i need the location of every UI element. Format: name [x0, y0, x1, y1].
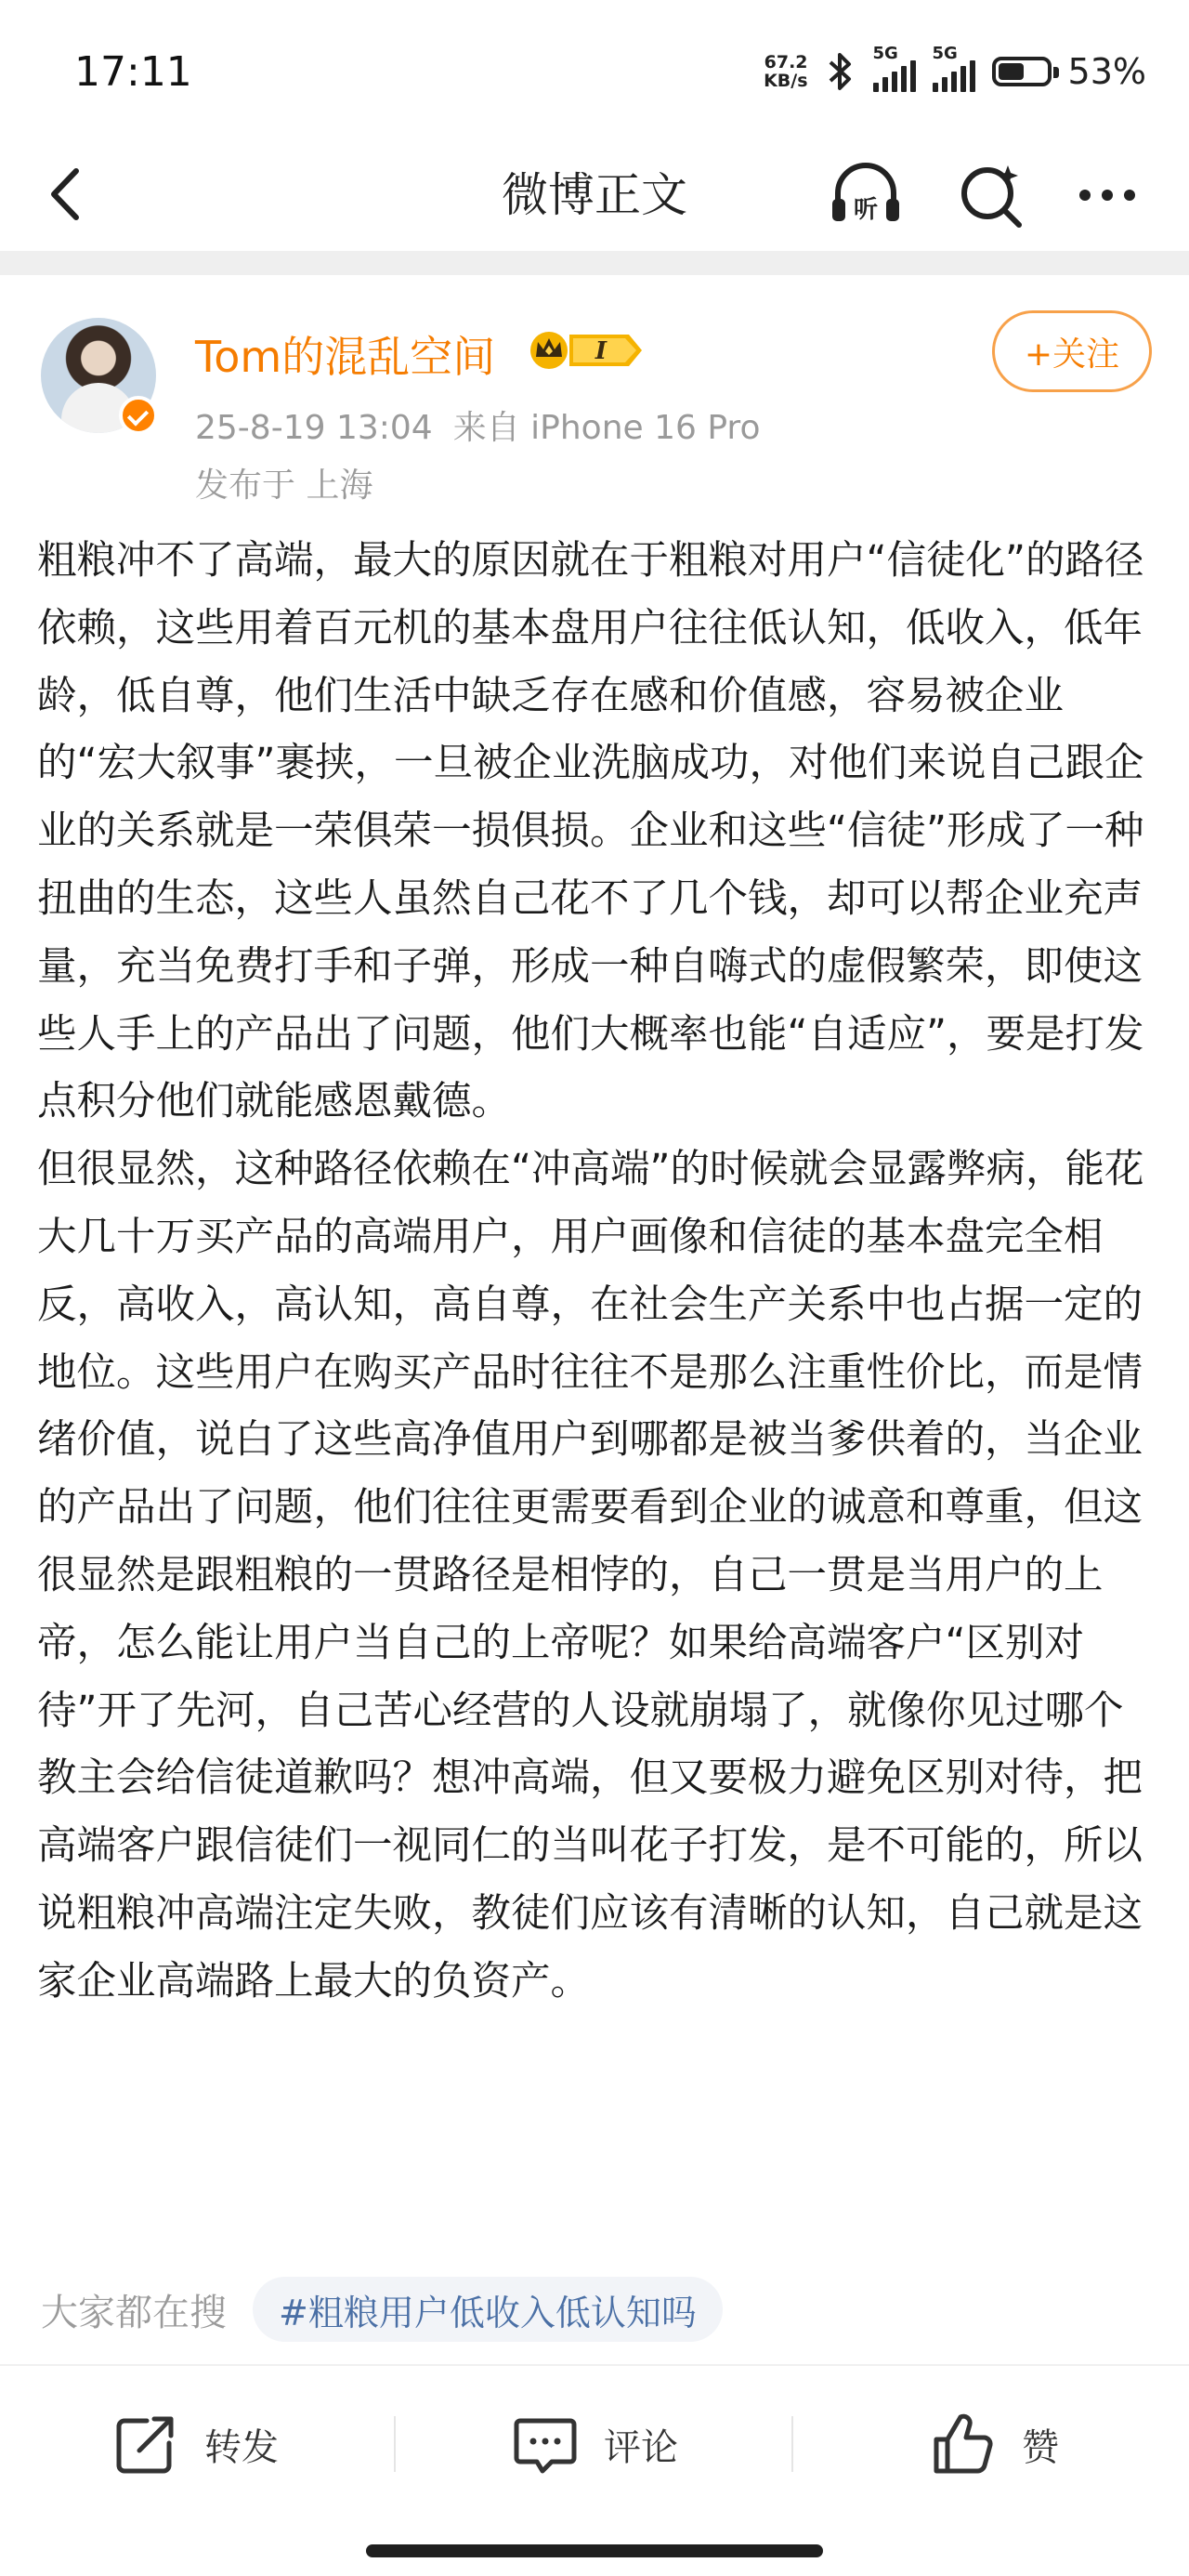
svg-text:I: I [594, 337, 608, 365]
post-body [37, 528, 1161, 2017]
divider [0, 2364, 1189, 2366]
signal-icon-sim2: 5G [933, 51, 975, 92]
section-divider [0, 251, 1189, 275]
status-indicators [764, 44, 1146, 95]
home-indicator[interactable] [366, 2544, 823, 2557]
post-source: 来自 iPhone 16 Pro [452, 409, 761, 447]
more-icon[interactable] [1068, 156, 1146, 234]
thumbs-up-icon [929, 2410, 998, 2478]
listen-icon[interactable] [827, 156, 905, 234]
bluetooth-icon [825, 51, 856, 92]
svg-text:听: 听 [853, 196, 879, 224]
verified-badge-icon [119, 396, 158, 435]
like-button[interactable] [929, 2407, 1059, 2481]
comment-icon [511, 2410, 580, 2478]
status-time: 17:11 [74, 48, 192, 96]
follow-button[interactable]: +关注 [992, 310, 1152, 392]
repost-label: 转发 [204, 2425, 279, 2469]
action-separator [791, 2416, 793, 2472]
post-paragraph: 但很显然，这种路径依赖在“冲高端”的时候就会显露弊病，能花大几十万买产品的高端用户，用户画像和信徒的基本盘完全相反，高收入，高认知，高自尊，在社会生产关系中也占据一定的地位。这些用户在购买产品时往往不是那么注重性价比，而是情绪价值，说白了这些高净值用户到哪都是被当爹供着的，当企业的产品出了问题，他们往往更需要看到企业的诚意和尊重，但这很显然是跟粗粮的一贯路径是相悖的，自己一贯是当用户的上帝，怎么能让用户当自己的上帝呢？如果给高端客户“区别对待”开了先河，自己苦心经营的人设就崩塌了，就像你见过哪个教主会给信徒道歉吗？想冲高端，但又要极力避免区别对待，把高端客户跟信徒们一视同仁的当叫花子打发，是不可能的，所以说粗粮冲高端注定失败，教徒们应该有清晰的认知，自己就是这家企业高端路上最大的负资产。 [37, 1147, 1144, 2004]
repost-icon [111, 2410, 180, 2478]
post-paragraph: 粗粮冲不了高端，最大的原因就在于粗粮对用户“信徒化”的路径依赖，这些用着百元机的基本盘用户往往低认知，低收入，低年龄，低自尊，他们生活中缺乏存在感和价值感，容易被企业的“宏大叙事”裹挟，一旦被企业洗脑成功，对他们来说自己跟企业的关系就是一荣俱荣一损俱损。企业和这些“信徒”形成了一种扭曲的生态，这些人虽然自己花不了几个钱，却可以帮企业充声量，充当免费打手和子弹，形成一种自嗨式的虚假繁荣，即使这些人手上的产品出了问题，他们大概率也能“自适应”，要是打发点积分他们就能感恩戴德。 [37, 538, 1144, 1125]
search-icon[interactable] [952, 156, 1030, 234]
page-title: 微博正文 [502, 168, 687, 222]
post-datetime: 25-8-19 13:04 [195, 409, 433, 447]
like-label: 赞 [1022, 2425, 1059, 2469]
network-speed: 67.2 KB/s [764, 52, 808, 91]
comment-button[interactable] [511, 2407, 678, 2481]
battery-percent: 53% [1067, 51, 1146, 92]
hot-search [41, 2277, 723, 2342]
status-bar [0, 0, 1189, 139]
nav-bar [0, 139, 1189, 251]
hot-search-label: 大家都在搜 [41, 2291, 227, 2334]
battery-icon [992, 57, 1052, 86]
hot-search-tag[interactable]: #粗粮用户低收入低认知吗 [253, 2277, 723, 2342]
comment-label: 评论 [604, 2425, 678, 2469]
post-meta [195, 401, 760, 449]
post-location: 发布于 上海 [195, 467, 373, 505]
repost-button[interactable] [111, 2407, 279, 2481]
signal-icon-sim1: 5G [873, 51, 916, 92]
action-separator [394, 2416, 396, 2472]
vip-crown-badge-icon[interactable] [525, 327, 646, 374]
author-name[interactable]: Tom的混乱空间 [195, 332, 496, 382]
